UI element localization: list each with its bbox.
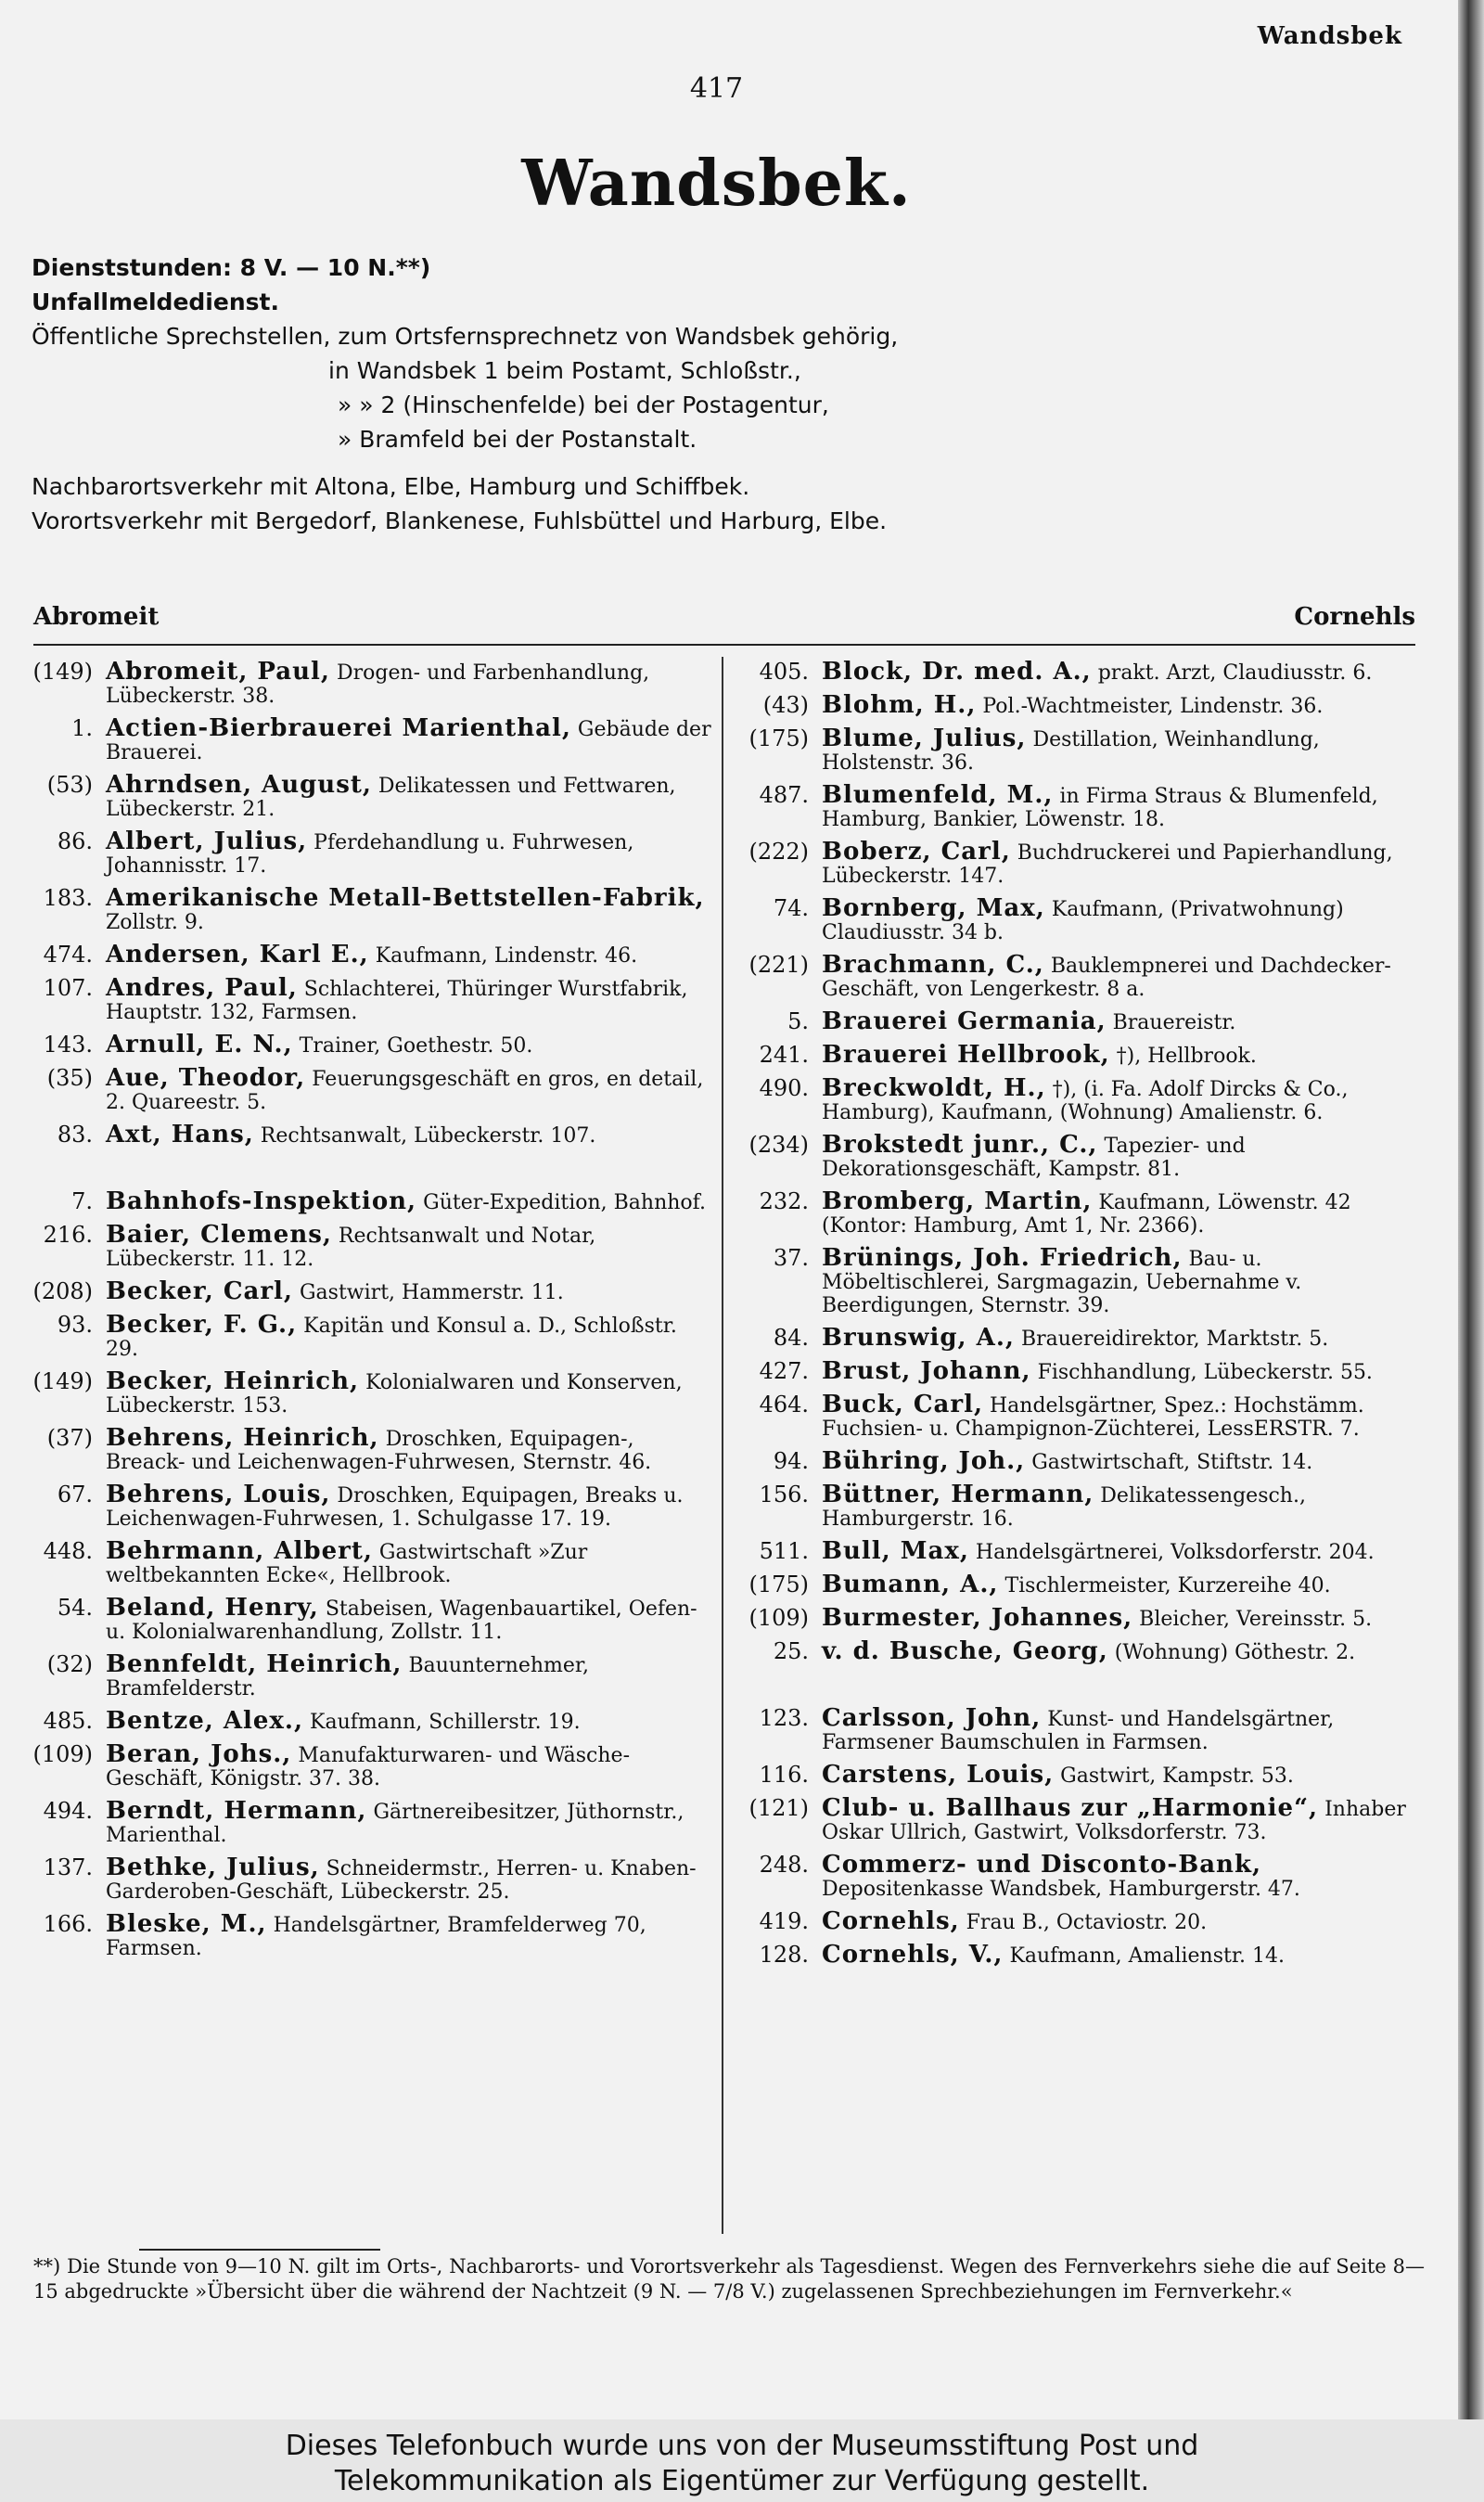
directory-entry [742, 894, 1428, 944]
subscriber-details: Gastwirt, Kampstr. 53. [1060, 1764, 1294, 1788]
directory-entry [742, 951, 1428, 1001]
banner-line-2: Telekommunikation als Eigentümer zur Verfügung gestellt. [334, 2465, 1150, 2497]
subscriber-name: Albert, Julius, [106, 828, 308, 855]
subscriber-name: Carlsson, John, [822, 1704, 1042, 1732]
phone-number: 83. [57, 1122, 93, 1148]
directory-entry [742, 1537, 1428, 1565]
entry-body [822, 1604, 1428, 1632]
phone-number: 94. [773, 1448, 809, 1474]
phone-number: 494. [43, 1798, 93, 1824]
entry-body [106, 1910, 712, 1960]
phone-number: 487. [759, 782, 809, 808]
directory-entry [26, 1537, 712, 1587]
entry-body [822, 1941, 1428, 1969]
entry-body [822, 951, 1428, 1001]
footnote-rule [139, 2249, 380, 2251]
entry-body [822, 1704, 1428, 1754]
phone-number: (234) [748, 1132, 809, 1158]
entry-body [822, 1761, 1428, 1789]
entry-body [106, 974, 712, 1024]
subscriber-details: Gastwirt, Hammerstr. 11. [299, 1281, 564, 1304]
subscriber-name: Bühring, Joh., [822, 1447, 1026, 1475]
directory-entry [26, 884, 712, 934]
directory-entry [742, 1324, 1428, 1352]
entry-body [106, 884, 712, 934]
subscriber-name: Becker, Heinrich, [106, 1367, 360, 1395]
subscriber-name: Bahnhofs-Inspektion, [106, 1187, 417, 1215]
directory-entry [26, 714, 712, 764]
subscriber-name: Block, Dr. med. A., [822, 658, 1092, 686]
directory-entry [742, 1483, 1428, 1531]
phone-number: 137. [43, 1854, 93, 1880]
directory-entry [26, 1797, 712, 1847]
subscriber-details: prakt. Arzt, Claudiusstr. 6. [1097, 661, 1373, 685]
entry-body [822, 1393, 1428, 1441]
directory-entry [742, 1393, 1428, 1441]
subscriber-details: Tapezier- und Dekorationsgeschäft, Kampstr. 81. [822, 1135, 1246, 1181]
directory-entry [742, 1007, 1428, 1035]
entry-body [106, 1367, 712, 1418]
entry-body [822, 727, 1428, 775]
accident-service: Unfallmeldedienst. [32, 289, 279, 315]
subscriber-name: Bornberg, Max, [822, 894, 1045, 922]
subscriber-details: Buchdruckerei und Papierhandlung, Lübeckerstr. 147. [822, 841, 1393, 888]
phone-number: 107. [43, 975, 93, 1001]
entry-body [822, 1447, 1428, 1475]
subscriber-details: Depositenkasse Wandsbek, Hamburgerstr. 47. [822, 1878, 1300, 1901]
subscriber-name: Axt, Hans, [106, 1121, 254, 1148]
directory-entry [742, 1447, 1428, 1475]
phone-number: 93. [57, 1312, 93, 1338]
directory-entry [742, 1131, 1428, 1181]
subscriber-details: Brauereistr. [1112, 1011, 1236, 1034]
subscriber-name: Burmester, Johannes, [822, 1604, 1133, 1632]
entry-body [822, 1537, 1428, 1565]
subscriber-details: Droschken, Equipagen, Breaks u. Leichenwagen-Fuhrwesen, 1. Schulgasse 17. 19. [106, 1484, 684, 1531]
directory-entry [742, 1573, 1428, 1597]
directory-entry [26, 1367, 712, 1418]
entry-body [106, 1650, 712, 1700]
directory-entry [26, 974, 712, 1024]
subscriber-name: Blume, Julius, [822, 725, 1027, 752]
subscriber-name: Club- u. Ballhaus zur „Harmonie“, [822, 1794, 1319, 1822]
subscriber-name: Andersen, Karl E., [106, 941, 369, 969]
subscriber-name: Brauerei Germania, [822, 1007, 1107, 1035]
header-rule [33, 644, 1415, 646]
phone-number: 54. [57, 1595, 93, 1621]
subscriber-name: v. d. Busche, Georg, [822, 1637, 1108, 1665]
subscriber-details: Bauklempnerei und Dachdecker-Geschäft, von Lengerkestr. 8 a. [822, 955, 1391, 1001]
subscriber-name: Berndt, Hermann, [106, 1797, 367, 1825]
left-column [26, 658, 712, 1970]
subscriber-details: Pferdehandlung u. Fuhrwesen, Johannisstr. 17. [106, 831, 634, 878]
entry-body [822, 1637, 1428, 1665]
phone-number: (175) [748, 1572, 809, 1597]
subscriber-details: Gärtnereibesitzer, Jüthornstr., Marienthal. [106, 1801, 684, 1847]
subscriber-details: Kolonialwaren und Konserven, Lübeckerstr. 153. [106, 1371, 683, 1418]
phone-number: (149) [32, 1368, 93, 1394]
neighbor-traffic: Nachbarortsverkehr mit Altona, Elbe, Hamburg und Schiffbek. [32, 473, 750, 500]
subscriber-name: Actien-Bierbrauerei Marienthal, [106, 714, 571, 742]
phone-number: (208) [32, 1278, 93, 1304]
phone-number: 490. [759, 1075, 809, 1101]
subscriber-details: Drogen- und Farbenhandlung, Lübeckerstr. 38. [106, 661, 650, 708]
phone-number: (221) [748, 952, 809, 978]
guide-word-first: Abromeit [33, 603, 160, 631]
entry-body [822, 1907, 1428, 1935]
directory-entry [26, 1221, 712, 1271]
column-divider [722, 657, 723, 2234]
phone-number: (35) [46, 1065, 93, 1091]
public-station-2: » » 2 (Hinschenfelde) bei der Postagentur, [338, 391, 829, 418]
entry-body [822, 658, 1428, 686]
subscriber-details: Frau B., Octaviostr. 20. [966, 1911, 1208, 1934]
entry-body [106, 1221, 712, 1271]
subscriber-name: Blumenfeld, M., [822, 781, 1054, 809]
subscriber-name: Blohm, H., [822, 691, 977, 719]
right-column [742, 658, 1428, 1977]
phone-number: (149) [32, 659, 93, 685]
entry-body [106, 1483, 712, 1531]
subscriber-details: Destillation, Weinhandlung, Holstenstr. 36. [822, 728, 1320, 775]
page-edge-shadow [1458, 0, 1484, 2419]
directory-entry [26, 1424, 712, 1474]
subscriber-name: Brokstedt junr., C., [822, 1131, 1098, 1159]
directory-entry [742, 1244, 1428, 1317]
entry-body [106, 1740, 712, 1790]
directory-entry [26, 771, 712, 821]
directory-entry [26, 1707, 712, 1735]
phone-number: (109) [32, 1741, 93, 1767]
subscriber-name: Bethke, Julius, [106, 1854, 320, 1881]
suburban-traffic: Vorortsverkehr mit Bergedorf, Blankenese, Fuhlsbüttel und Harburg, Elbe. [32, 507, 888, 534]
directory-entry [742, 1187, 1428, 1238]
directory-entry [742, 1704, 1428, 1754]
phone-number: 166. [43, 1911, 93, 1937]
subscriber-name: Bleske, M., [106, 1910, 267, 1938]
subscriber-details: (Wohnung) Göthestr. 2. [1114, 1641, 1356, 1664]
entry-body [106, 1033, 712, 1058]
entry-body [822, 1483, 1428, 1531]
entry-body [822, 691, 1428, 719]
subscriber-details: Bauunternehmer, Bramfelderstr. [106, 1654, 589, 1700]
directory-entry [742, 1604, 1428, 1632]
subscriber-name: Brünings, Joh. Friedrich, [822, 1244, 1183, 1272]
subscriber-details: Güter-Expedition, Bahnhof. [423, 1191, 707, 1214]
directory-entry [742, 1074, 1428, 1124]
directory-entry [742, 840, 1428, 888]
subscriber-details: Schneidermstr., Herren- u. Knaben-Garderoben-Geschäft, Lübeckerstr. 25. [106, 1857, 697, 1904]
subscriber-details: Kapitän und Konsul a. D., Schloßstr. 29. [106, 1315, 677, 1361]
entry-body [106, 714, 712, 764]
subscriber-name: Aue, Theodor, [106, 1064, 306, 1092]
subscriber-name: Bull, Max, [822, 1537, 969, 1565]
subscriber-details: Zollstr. 9. [106, 911, 204, 934]
entry-body [106, 830, 712, 878]
subscriber-details: Gastwirtschaft »Zur weltbekannten Ecke«, Hellbrook. [106, 1541, 588, 1587]
subscriber-name: Commerz- und Disconto-Bank, [822, 1851, 1262, 1879]
entry-body [822, 1573, 1428, 1597]
ownership-banner [0, 2423, 1484, 2502]
directory-entry [26, 1856, 712, 1904]
guide-word-last: Cornehls [1294, 603, 1415, 631]
service-info [32, 252, 1423, 540]
subscriber-name: Becker, Carl, [106, 1277, 293, 1305]
subscriber-name: Ahrndsen, August, [106, 771, 372, 799]
public-station-1: in Wandsbek 1 beim Postamt, Schloßstr., [328, 357, 801, 384]
subscriber-details: Kunst- und Handelsgärtner, Farmsener Baumschulen in Farmsen. [822, 1708, 1335, 1754]
public-station-3: » Bramfeld bei der Postanstalt. [338, 426, 697, 453]
subscriber-details: Kaufmann, Lindenstr. 46. [375, 944, 638, 968]
entry-body [822, 894, 1428, 944]
phone-number: 232. [759, 1188, 809, 1214]
entry-body [106, 771, 712, 821]
entry-body [822, 781, 1428, 831]
subscriber-details: Inhaber Oskar Ullrich, Gastwirt, Volksdorferstr. 73. [822, 1798, 1406, 1844]
subscriber-name: Amerikanische Metall-Bettstellen-Fabrik, [106, 884, 705, 912]
phone-number: 156. [759, 1482, 809, 1508]
directory-entry [26, 1910, 712, 1960]
directory-entry [742, 1907, 1428, 1935]
subscriber-name: Behrens, Heinrich, [106, 1424, 379, 1452]
footnote: **) Die Stunde von 9—10 N. gilt im Orts-, Nachbarorts- und Vorortsverkehr als Tagesdienst. Wegen des Fernverkehrs siehe die auf Seite 8—15 abgedruckte »Übersicht über die während der Nachtzeit (9 N. — 7/8 V.) zugelassenen Sprechbeziehungen im Fernverkehr.« [33, 2255, 1425, 2303]
subscriber-details: Rechtsanwalt und Notar, Lübeckerstr. 11. 12. [106, 1225, 596, 1271]
subscriber-details: Schlachterei, Thüringer Wurstfabrik, Hauptstr. 132, Farmsen. [106, 978, 688, 1024]
entry-body [106, 1187, 712, 1215]
directory-entry [26, 830, 712, 878]
phone-number: 1. [71, 715, 93, 741]
phone-number: 216. [43, 1222, 93, 1248]
service-hours: Dienststunden: 8 V. — 10 N.**) [32, 254, 431, 281]
directory-entry [742, 1794, 1428, 1844]
subscriber-name: Carstens, Louis, [822, 1761, 1055, 1789]
directory-entry [742, 1761, 1428, 1789]
entry-body [822, 1187, 1428, 1238]
phone-number: 248. [759, 1852, 809, 1878]
subscriber-name: Cornehls, [822, 1907, 960, 1935]
phone-number: 474. [43, 942, 93, 968]
subscriber-name: Bumann, A., [822, 1571, 999, 1598]
subscriber-name: Behrens, Louis, [106, 1481, 331, 1508]
directory-entry [26, 1311, 712, 1361]
entry-body [106, 943, 712, 968]
subscriber-details: Feuerungsgeschäft en gros, en detail, 2. Quareestr. 5. [106, 1068, 704, 1114]
entry-body [106, 1797, 712, 1847]
subscriber-details: Handelsgärtner, Bramfelderweg 70, Farmsen. [106, 1914, 646, 1960]
subscriber-name: Beran, Johs., [106, 1740, 292, 1768]
phone-number: 5. [787, 1008, 809, 1034]
entry-body [822, 1007, 1428, 1035]
phone-number: (43) [762, 692, 809, 718]
phone-number: 74. [773, 895, 809, 921]
subscriber-details: †), Hellbrook. [1116, 1045, 1257, 1068]
entry-body [106, 658, 712, 708]
entry-body [106, 1594, 712, 1644]
subscriber-name: Boberz, Carl, [822, 838, 1011, 866]
subscriber-name: Breckwoldt, H., [822, 1074, 1046, 1102]
directory-entry [26, 1187, 712, 1215]
section-gap [26, 1157, 712, 1190]
phone-number: 67. [57, 1482, 93, 1508]
subscriber-details: Bau- u. Möbeltischlerei, Sargmagazin, Uebernahme v. Beerdigungen, Sternstr. 39. [822, 1248, 1302, 1317]
phone-number: 128. [759, 1942, 809, 1968]
phone-number: 7. [71, 1188, 93, 1214]
entry-body [822, 840, 1428, 888]
subscriber-details: Handelsgärtner, Spez.: Hochstämm. Fuchsien- u. Champignon-Züchterei, LessERSTR. 7. [822, 1394, 1364, 1441]
phone-number: 419. [759, 1908, 809, 1934]
subscriber-details: Pol.-Wachtmeister, Lindenstr. 36. [982, 695, 1324, 718]
phone-number: (121) [748, 1795, 809, 1821]
subscriber-details: †), (i. Fa. Adolf Dircks & Co., Hamburg), Kaufmann, (Wohnung) Amalienstr. 6. [822, 1078, 1349, 1124]
directory-entry [742, 727, 1428, 775]
phone-number: 241. [759, 1042, 809, 1068]
entry-body [822, 1131, 1428, 1181]
entry-body [822, 1041, 1428, 1069]
subscriber-details: Kaufmann, (Privatwohnung) Claudiusstr. 34 b. [822, 898, 1344, 944]
entry-body [822, 1324, 1428, 1352]
subscriber-details: Delikatessengesch., Hamburgerstr. 16. [822, 1484, 1306, 1531]
subscriber-details: Fischhandlung, Lübeckerstr. 55. [1037, 1361, 1373, 1384]
entry-body [106, 1123, 712, 1148]
directory-entry [742, 1041, 1428, 1069]
subscriber-details: Gebäude der Brauerei. [106, 718, 711, 764]
directory-entry [742, 1357, 1428, 1385]
entry-body [822, 1851, 1428, 1901]
entry-body [106, 1277, 712, 1305]
phone-number: 37. [773, 1245, 809, 1271]
directory-entry [742, 1851, 1428, 1901]
directory-entry [26, 1064, 712, 1114]
directory-entry [742, 781, 1428, 831]
directory-entry [742, 1941, 1428, 1969]
subscriber-details: Handelsgärtnerei, Volksdorferstr. 204. [975, 1541, 1375, 1564]
subscriber-name: Andres, Paul, [106, 974, 298, 1002]
banner-line-1: Dieses Telefonbuch wurde uns von der Museumsstiftung Post und [285, 2430, 1199, 2462]
subscriber-details: Bleicher, Vereinsstr. 5. [1139, 1608, 1373, 1631]
directory-entry [26, 1033, 712, 1058]
subscriber-name: Behrmann, Albert, [106, 1537, 373, 1565]
entry-body [106, 1064, 712, 1114]
phone-number: 448. [43, 1538, 93, 1564]
city-title: Wandsbek. [521, 147, 912, 221]
subscriber-details: Gastwirtschaft, Stiftstr. 14. [1031, 1451, 1313, 1474]
subscriber-details: Droschken, Equipagen-, Breack- und Leichenwagen-Fuhrwesen, Sternstr. 46. [106, 1428, 652, 1474]
phone-number: 123. [759, 1705, 809, 1731]
running-head: Wandsbek [1257, 22, 1402, 50]
subscriber-name: Bromberg, Martin, [822, 1187, 1093, 1215]
entry-body [822, 1244, 1428, 1317]
phone-number: 405. [759, 659, 809, 685]
phone-number: (37) [46, 1425, 93, 1451]
phone-number: (32) [46, 1651, 93, 1677]
directory-entry [742, 691, 1428, 719]
subscriber-details: Delikatessen und Fettwaren, Lübeckerstr. 21. [106, 775, 676, 821]
subscriber-details: Stabeisen, Wagenbauartikel, Oefen- u. Kolonialwarenhandlung, Zollstr. 11. [106, 1597, 697, 1644]
subscriber-name: Arnull, E. N., [106, 1031, 293, 1059]
subscriber-name: Brust, Johann, [822, 1357, 1031, 1385]
subscriber-name: Beland, Henry, [106, 1594, 319, 1622]
entry-body [822, 1074, 1428, 1124]
directory-entry [742, 658, 1428, 686]
subscriber-name: Bentze, Alex., [106, 1707, 304, 1735]
phone-number: (53) [46, 772, 93, 798]
subscriber-details: in Firma Straus & Blumenfeld, Hamburg, Bankier, Löwenstr. 18. [822, 785, 1378, 831]
subscriber-details: Manufakturwaren- und Wäsche-Geschäft, Königstr. 37. 38. [106, 1744, 630, 1790]
subscriber-name: Brunswig, A., [822, 1324, 1015, 1352]
phone-number: 511. [759, 1538, 809, 1564]
directory-entry [26, 943, 712, 968]
public-stations: Öffentliche Sprechstellen, zum Ortsfernsprechnetz von Wandsbek gehörig, [32, 323, 899, 350]
directory-entry [26, 1740, 712, 1790]
entry-body [106, 1856, 712, 1904]
phone-number: 464. [759, 1392, 809, 1418]
subscriber-details: Kaufmann, Löwenstr. 42 (Kontor: Hamburg, Amt 1, Nr. 2366). [822, 1191, 1351, 1238]
subscriber-name: Brauerei Hellbrook, [822, 1041, 1110, 1069]
phone-number: 427. [759, 1358, 809, 1384]
phone-number: (109) [748, 1605, 809, 1631]
directory-entry [26, 1594, 712, 1644]
phone-number: 143. [43, 1032, 93, 1058]
entry-body [822, 1794, 1428, 1844]
entry-body [106, 1424, 712, 1474]
directory-entry [26, 1650, 712, 1700]
subscriber-name: Buck, Carl, [822, 1391, 983, 1418]
subscriber-details: Trainer, Goethestr. 50. [299, 1034, 533, 1058]
phone-number: (222) [748, 839, 809, 865]
phone-number: 84. [773, 1325, 809, 1351]
entry-body [822, 1357, 1428, 1385]
phone-number: 485. [43, 1708, 93, 1734]
directory-entry [26, 658, 712, 708]
directory-entry [26, 1483, 712, 1531]
subscriber-name: Becker, F. G., [106, 1311, 298, 1339]
phone-number: (175) [748, 725, 809, 751]
subscriber-details: Brauereidirektor, Marktstr. 5. [1020, 1328, 1329, 1351]
entry-body [106, 1311, 712, 1361]
directory-entry [742, 1637, 1428, 1665]
subscriber-details: Kaufmann, Schillerstr. 19. [310, 1711, 581, 1734]
directory-entry [26, 1123, 712, 1148]
subscriber-name: Cornehls, V., [822, 1941, 1004, 1969]
subscriber-name: Abromeit, Paul, [106, 658, 330, 686]
subscriber-details: Kaufmann, Amalienstr. 14. [1009, 1944, 1285, 1968]
directory-entry [26, 1277, 712, 1305]
subscriber-details: Tischlermeister, Kurzereihe 40. [1004, 1574, 1331, 1597]
phone-number: 86. [57, 828, 93, 854]
subscriber-name: Baier, Clemens, [106, 1221, 332, 1249]
entry-body [106, 1537, 712, 1587]
subscriber-name: Bennfeldt, Heinrich, [106, 1650, 403, 1678]
phone-number: 116. [759, 1762, 809, 1788]
subscriber-details: Rechtsanwalt, Lübeckerstr. 107. [260, 1124, 596, 1148]
subscriber-name: Brachmann, C., [822, 951, 1044, 979]
section-gap [742, 1674, 1428, 1707]
phone-number: 183. [43, 885, 93, 911]
page-number: 417 [689, 72, 744, 105]
entry-body [106, 1707, 712, 1735]
phone-number: 25. [773, 1638, 809, 1664]
subscriber-name: Büttner, Hermann, [822, 1481, 1094, 1508]
